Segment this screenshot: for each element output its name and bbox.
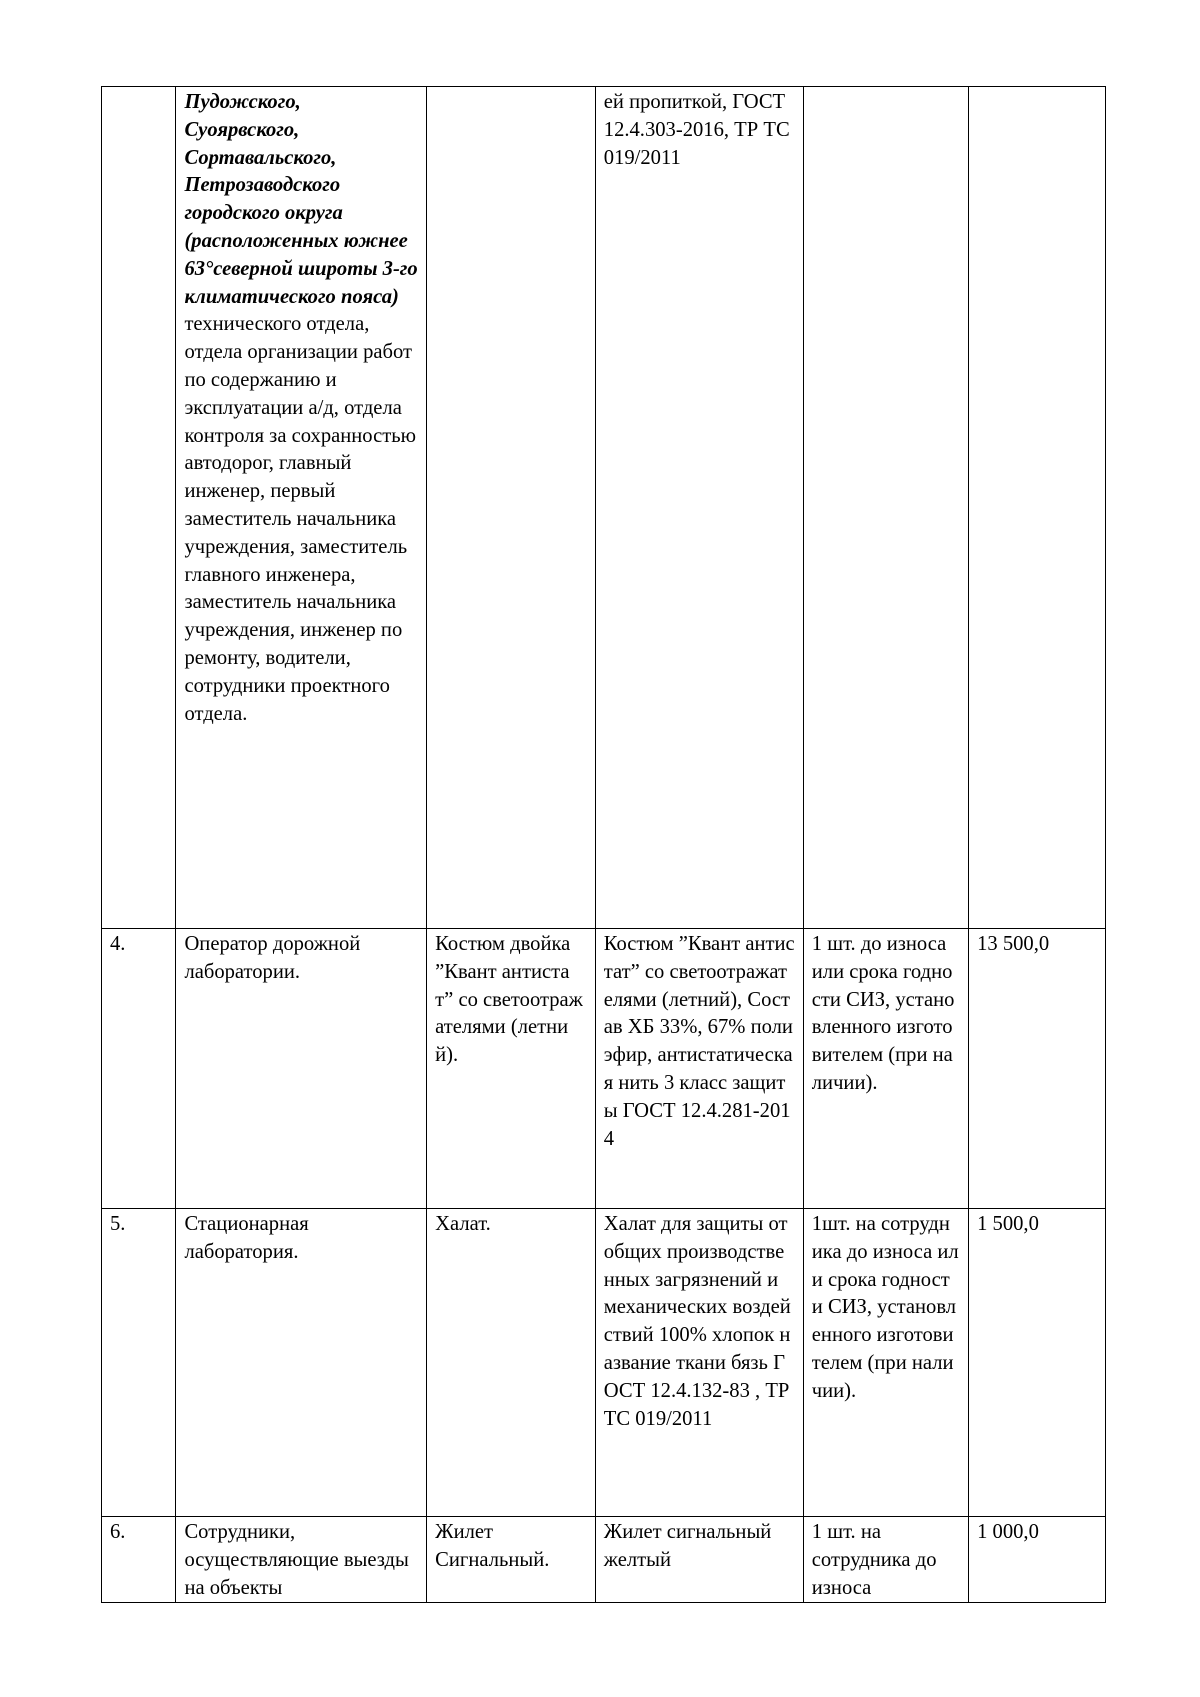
item-spec-cell: Костюм ”Квант антистат” со светоотражателями (летний), Состав ХБ 33%, 67% полиэфир, антистатическая нить 3 класс защиты ГОСТ 12.4.281-2014 bbox=[595, 929, 803, 1209]
row-number-cell: 5. bbox=[102, 1209, 176, 1517]
issue-norm-cell: 1шт. на сотрудника до износа или срока годности СИЗ, установленного изготовителем (при наличии). bbox=[803, 1209, 968, 1517]
price-cell bbox=[969, 87, 1106, 929]
row-number-cell bbox=[102, 87, 176, 929]
price-cell: 13 500,0 bbox=[969, 929, 1106, 1209]
item-name-cell: Жилет Сигнальный. bbox=[427, 1517, 596, 1603]
item-name-cell: Халат. bbox=[427, 1209, 596, 1517]
position-text: технического отдела, отдела организации работ по содержанию и эксплуатации а/д, отдела контроля за сохранностью автодорог, главный инженер, первый заместитель начальника учреждения, заместитель главного инженера, заместитель начальника учреждения, инженер по ремонту, водители, сотрудники проектного отдела. bbox=[184, 313, 417, 725]
table-row bbox=[102, 1517, 1106, 1603]
item-spec-cell: Халат для защиты от общих производственных загрязнений и механических воздействий 100% хлопок название ткани бязь ГОСТ 12.4.132-83 , ТР ТС 019/2011 bbox=[595, 1209, 803, 1517]
issue-norm-cell bbox=[803, 87, 968, 929]
item-name-cell: Костюм двойка ”Квант антистат” со светоотражателями (летний). bbox=[427, 929, 596, 1209]
table-row bbox=[102, 1209, 1106, 1517]
position-cell: Сотрудники, осуществляющие выезды на объекты bbox=[176, 1517, 427, 1603]
issue-norm-cell: 1 шт. до износа или срока годности СИЗ, установленного изготовителем (при наличии). bbox=[803, 929, 968, 1209]
ppe-norms-table bbox=[101, 86, 1106, 1603]
region-text: Пудожского, Суоярвского, Сортавальского, Петрозаводского городского округа (расположенных южнее 63°северной широты 3-го климатического пояса) bbox=[184, 91, 418, 308]
price-cell: 1 000,0 bbox=[969, 1517, 1106, 1603]
item-name-cell bbox=[427, 87, 596, 929]
table-row bbox=[102, 929, 1106, 1209]
row-number-cell: 4. bbox=[102, 929, 176, 1209]
item-spec-cell: Жилет сигнальный желтый bbox=[595, 1517, 803, 1603]
issue-norm-cell: 1 шт. на сотрудника до износа bbox=[803, 1517, 968, 1603]
position-cell: Стационарная лаборатория. bbox=[176, 1209, 427, 1517]
item-spec-cell: ей пропиткой, ГОСТ 12.4.303-2016, ТР ТС 019/2011 bbox=[595, 87, 803, 929]
position-cell: Оператор дорожной лаборатории. bbox=[176, 929, 427, 1209]
position-cell bbox=[176, 87, 427, 929]
price-cell: 1 500,0 bbox=[969, 1209, 1106, 1517]
table-row bbox=[102, 87, 1106, 929]
row-number-cell: 6. bbox=[102, 1517, 176, 1603]
